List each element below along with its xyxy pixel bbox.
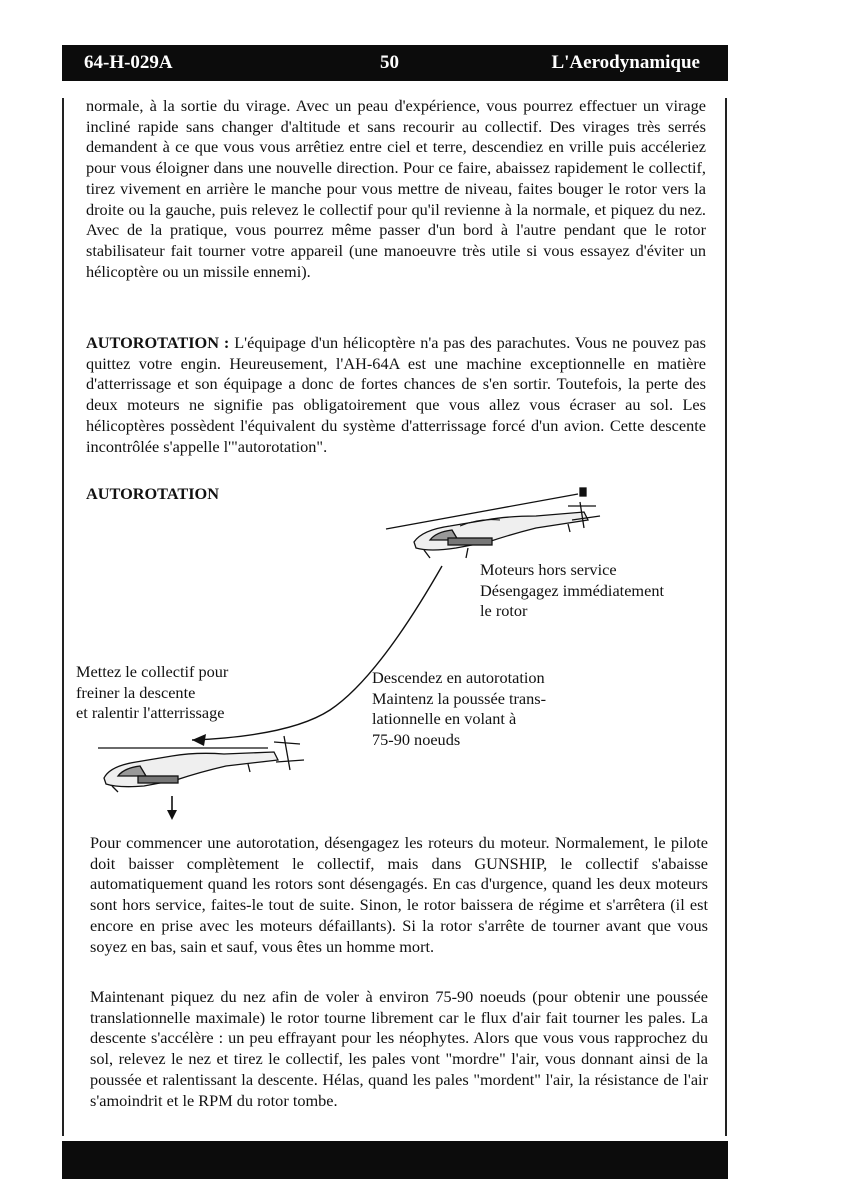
page-footer-bar	[62, 1141, 728, 1179]
body-paragraph-autorotation	[86, 333, 706, 457]
autorotation-lead: AUTOROTATION :	[86, 333, 230, 352]
caption-line: Maintenz la poussée trans-	[372, 688, 547, 708]
figure-heading: AUTOROTATION	[86, 484, 219, 503]
helicopter-icon	[386, 488, 600, 558]
body-paragraph-start-autorotation: Pour commencer une autorotation, désengagez les roteurs du moteur. Normalement, le pilote doit baisser complètement le collectif, mais dans GUNSHIP, le collectif s'abaisse automatiquement quand les rotors sont désengagés. En cas d'urgence, quand les deux moteurs sont hors service, faites-le tout de suite. Sinon, le rotor baissera de régime et s'arrêtera (il est encore en prise avec les moteurs défaillants). Si la rotor s'arrête de tourner avant que vous soyez en bas, sain et sauf, vous êtes un homme mort.	[90, 833, 708, 956]
autorotation-diagram	[60, 470, 730, 830]
caption-line: Désengagez immédiatement	[480, 580, 664, 600]
page-header	[62, 45, 728, 81]
autorotation-body: L'équipage d'un hélicoptère n'a pas des parachutes. Vous ne pouvez pas quittez votre engin. Heureusement, l'AH-64A est une machine exceptionnelle en matière d'atterrissage et son équipage a donc de fortes chances de s'en sortir. Toutefois, la perte des deux moteurs ne signifie pas obligatoirement que vous allez vous écraser au sol. Les hélicoptères possèdent l'équivalent du système d'atterrissage forcé d'un avion. Cette descente incontrôlée s'appelle l'"autorotation".	[86, 333, 706, 456]
caption-line: Moteurs hors service	[480, 560, 617, 579]
section-title: L'Aerodynamique	[551, 52, 700, 73]
down-arrow-icon	[167, 796, 177, 820]
document-code: 64-H-029A	[84, 52, 173, 73]
caption-line: lationnelle en volant à	[372, 709, 517, 729]
caption-line: Descendez en autorotation	[372, 668, 545, 687]
body-paragraph-1: normale, à la sortie du virage. Avec un peau d'expérience, vous pourrez effectuer un virage incliné rapide sans changer d'altitude et sans recourir au collectif. Des virages très serrés demandent à ce que vous vous arrêtiez entre ciel et terre, descendiez en vrille puis accéleriez pour vous éloigner dans une nouvelle direction. Pour ce faire, abaissez rapidement le collectif, tirez vivement en arrière le manche pour vous mettre de niveau, faites bouger le rotor vers la droite ou la gauche, puis relevez le collectif pour qu'il revienne à la normale, et piquez du nez. Avec de la pratique, vous pourrez même passer d'un bord à l'autre pendant que le rotor stabilisateur fait tourner votre appareil (une manoeuvre très utile si vous essayez d'éviter un hélicoptère ou un missile ennemi).	[86, 96, 706, 281]
caption-descend	[372, 668, 546, 750]
caption-engines-off	[480, 560, 664, 622]
caption-line: et ralentir l'atterrissage	[76, 703, 225, 723]
caption-collective	[76, 662, 228, 724]
body-paragraph-nose-down: Maintenant piquez du nez afin de voler à environ 75-90 noeuds (pour obtenir une poussée translationnelle maximale) le rotor tourne librement car le flux d'air fait tourner les pales. La descente s'accélère : un peu effrayant pour les néophytes. Alors que vous vous rapprochez du sol, relevez le nez et tirez le collectif, les pales vont "mordre" l'air, vous donnant ainsi de la poussée et ralentissant la descente. Hélas, quand les pales "mordent" l'air, la résistance de l'air s'amoindrit et le RPM du rotor tombe.	[90, 987, 708, 1110]
caption-line: Mettez le collectif pour	[76, 662, 229, 681]
caption-line: 75-90 noeuds	[372, 729, 461, 749]
caption-line: freiner la descente	[76, 682, 196, 702]
caption-line: le rotor	[480, 601, 528, 621]
page-number: 50	[380, 52, 399, 73]
